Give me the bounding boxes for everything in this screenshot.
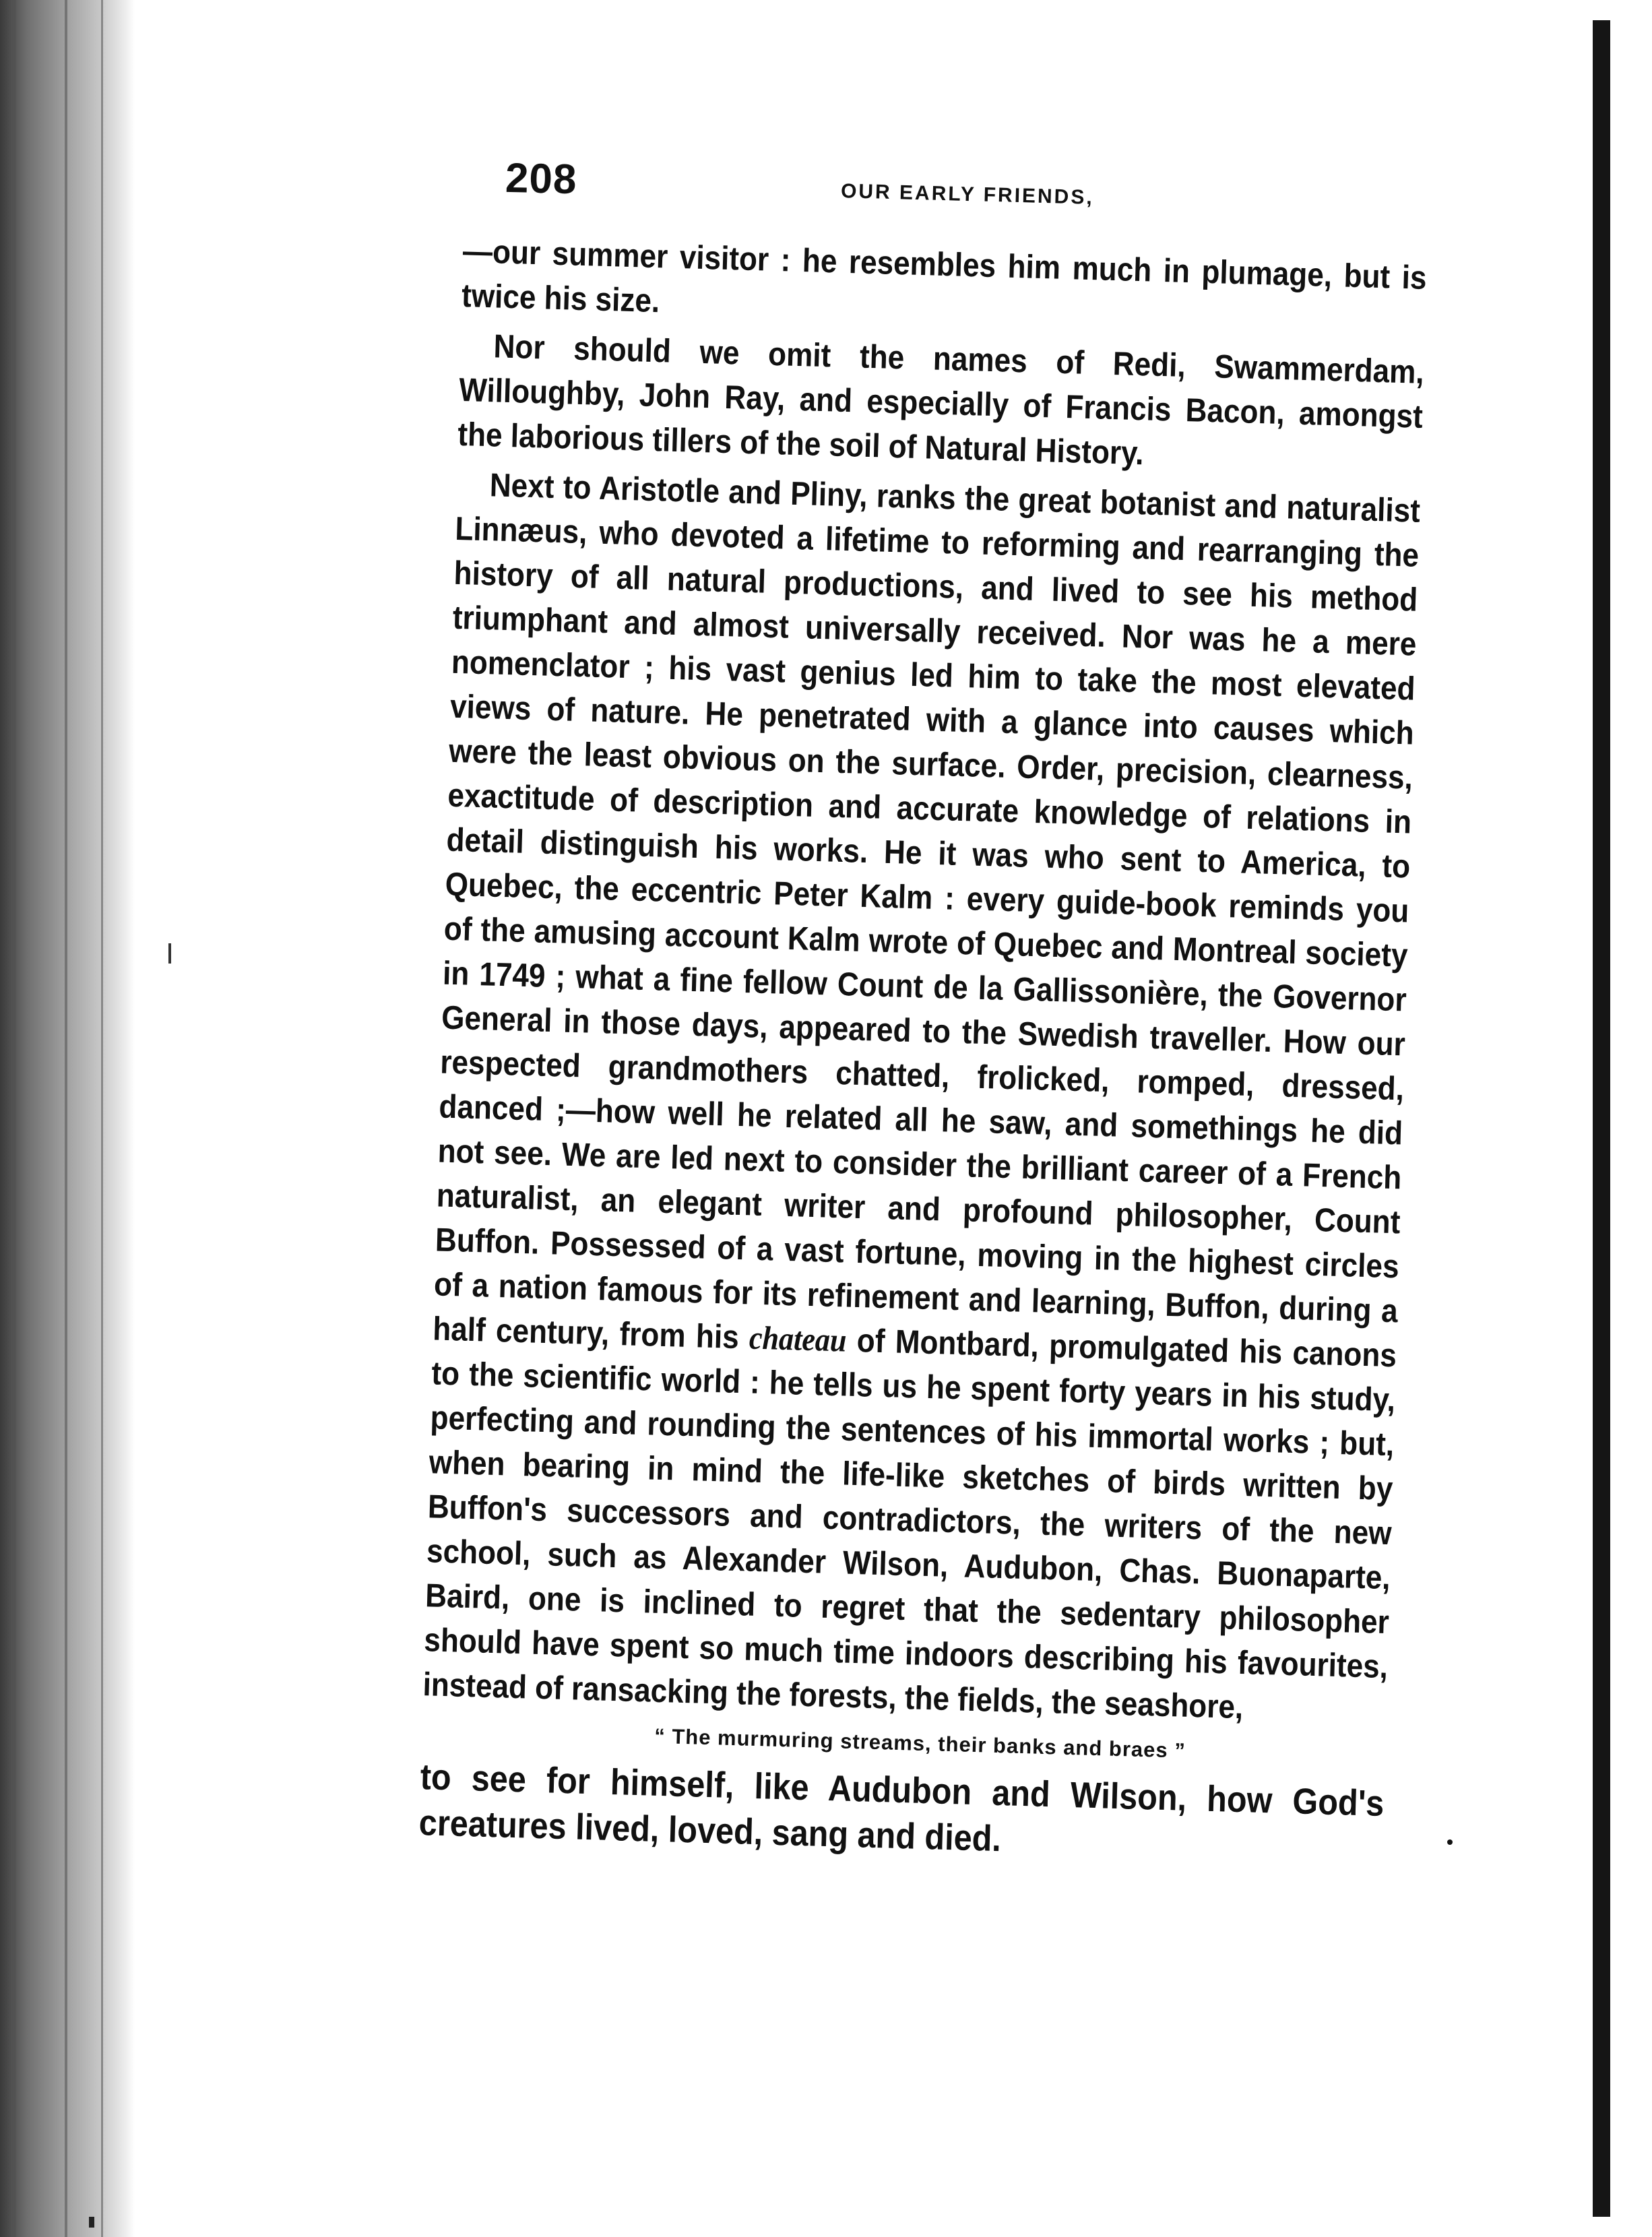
paragraph: —our summer visitor : he resembles him much in plumage, but is twice his size. — [461, 232, 1428, 320]
page-right-edge — [1593, 0, 1652, 2237]
gutter-stripe — [65, 0, 67, 2237]
closing-paragraph: to see for himself, like Audubon and Wilson, how God's creatures lived, loved, sang and died. — [418, 1757, 1385, 1860]
binding-gutter — [0, 0, 135, 2237]
page-edge-line — [1593, 20, 1610, 2217]
margin-mark — [168, 943, 171, 964]
paragraph — [422, 462, 1421, 1734]
gutter-stripe — [12, 0, 16, 2237]
paragraph-text: of Montbard, promulgated his canons to the scientific world : he tells us he spent forty years in his study, perfecting and rounding the sentences of his immortal works ; but, when bearing in mind the life-like sketches of birds written by Buffon's successors and contradictors, the writers of the new school, such as Alexander Wilson, Audubon, Chas. Buonaparte, Baird, one is inclined to regret that the sedentary philosopher should have spent so much time indoors describing his favourites, instead of ransacking the forests, the fields, the seashore, — [422, 1322, 1397, 1726]
italic-word: chateau — [749, 1319, 848, 1359]
stray-mark — [89, 2217, 94, 2228]
quotation: “ The murmuring streams, their banks and braes ” — [654, 1724, 1186, 1763]
paragraph: Nor should we omit the names of Redi, Swammerdam, Willoughby, John Ray, and especially of Francis Bacon, amongst the laborious tillers of the soil of Natural History. — [457, 328, 1425, 472]
paragraph-text: Next to Aristotle and Pliny, ranks the great botanist and naturalist Linnæus, who devoted a lifetime to reforming and rearranging the history of all natural productions, and lived to see his method triumphant and almost universally received. Nor was he a mere nomenclator ; his vast genius led him to take the most elevated views of nature. He penetrated with a glance into causes which were the least obvious on the surface. Order, precision, clearness, exactitude of description and accurate knowledge of relations in detail distinguish his works. He it was who sent to America, to Quebec, the eccentric Peter Kalm : every guide-book reminds you of the amusing account Kalm wrote of Quebec and Montreal society in 1749 ; what a fine fellow Count de la Gallissonière, the Governor General in those days, appeared to the Swedish traveller. How our respected grandmothers chatted, frolicked, romped, dressed, danced ;—how well he related all he saw, and somethings he did not see. We are led next to consider the brilliant career of a French naturalist, an elegant writer and profound philosopher, Count Buffon. Possessed of a vast fortune, moving in the highest circles of a nation famous for its refinement and learning, Buffon, during a half century, from his — [432, 467, 1421, 1356]
running-title: OUR EARLY FRIENDS, — [840, 180, 1095, 209]
body-text — [418, 229, 1460, 1873]
page-number: 208 — [505, 154, 578, 203]
book-page — [418, 154, 1461, 1860]
stray-mark — [1447, 1839, 1453, 1845]
gutter-stripe — [101, 0, 103, 2237]
running-head — [464, 155, 1461, 229]
